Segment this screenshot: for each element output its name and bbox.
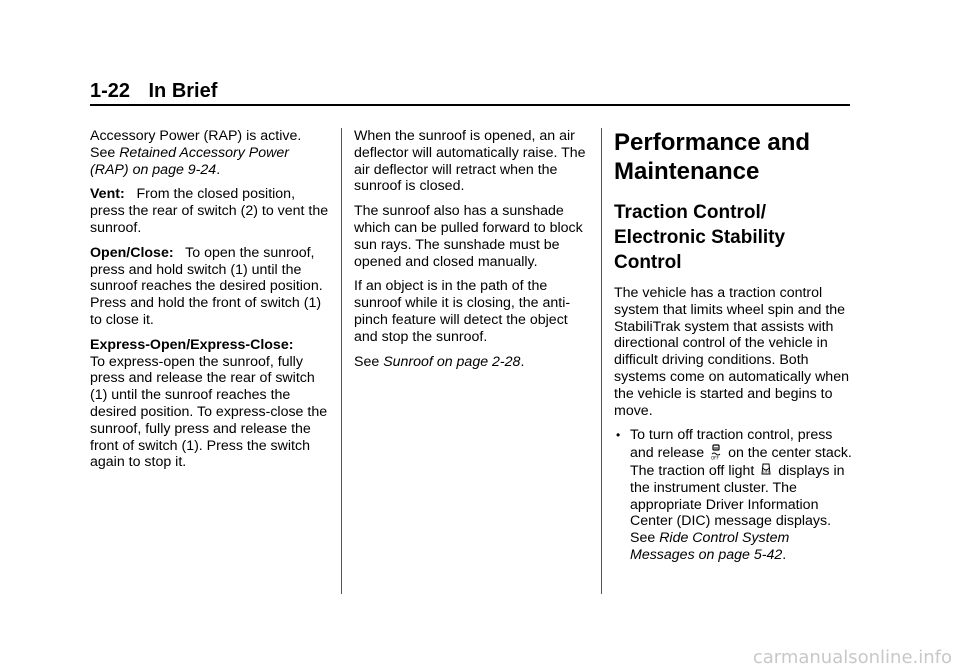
open-close-paragraph: Open/Close: To open the sunroof, press and hold switch (1) until the sunroof reaches the desired position. Press and hold the front of switch (1) to close it.	[90, 244, 323, 328]
traction-paragraph: The vehicle has a traction control system that limits wheel spin and the StabiliTrak system that assists with directional control of the vehicle in difficult driving conditions. Both systems come on automatically when the vehicle is started and begins to move.	[614, 285, 849, 419]
sunroof-see-paragraph: See Sunroof on page 2-28.	[354, 353, 525, 370]
rap-paragraph: Accessory Power (RAP) is active. See Retained Accessory Power (RAP) on page 9-24.	[90, 128, 302, 178]
column-2	[354, 128, 592, 378]
sunroof-reference: Sunroof on page 2-28	[383, 353, 521, 370]
svg-text:OFF: OFF	[763, 469, 771, 474]
anti-pinch-paragraph: If an object is in the path of the sunroof while it is closing, the anti-pinch feature will detect the object and stop the sunroof.	[354, 278, 571, 345]
page-header	[90, 80, 850, 106]
deflector-paragraph: When the sunroof is opened, an air deflector will automatically raise. The air deflector will retract when the sunroof is closed.	[354, 128, 586, 195]
vent-paragraph: Vent: From the closed position, press the rear of switch (2) to vent the sunroof.	[90, 186, 329, 236]
svg-text:OFF: OFF	[711, 455, 719, 461]
rap-reference: Retained Accessory Power (RAP) on page 9-24	[90, 144, 289, 178]
ride-control-reference: Ride Control System Messages on page 5-42	[630, 530, 790, 563]
list-item: • To turn off traction control, press and release OFF on the center stack. The traction off light OFF displays in the instrument cluster. The appropriate Driver Information Center (DIC) message displays. See Ride Control System Messages on page 5-42.	[630, 427, 854, 563]
header-rule	[90, 104, 850, 106]
column-1	[90, 128, 330, 479]
section-title: In Brief	[148, 80, 218, 102]
section-heading: Performance and Maintenance	[614, 129, 811, 185]
column-divider-2	[601, 128, 602, 594]
express-paragraph: Express-Open/Express-Close: To express-open the sunroof, fully press and release the rear of switch (1) until the sunroof reaches the desired position. To express-close the sunroof, fully press and release the front of switch (1). Press the switch again to stop it.	[90, 336, 328, 471]
subsection-heading: Traction Control/ Electronic Stability Control	[614, 202, 786, 273]
sunshade-paragraph: The sunroof also has a sunshade which can be pulled forward to block sun rays. The sunshade must be opened and closed manually.	[354, 203, 583, 270]
vent-label: Vent:	[90, 186, 125, 203]
open-close-label: Open/Close:	[90, 244, 174, 261]
column-divider-1	[341, 128, 342, 594]
watermark: carmanualsonline.info	[752, 647, 952, 668]
page-number: 1-22	[90, 80, 131, 102]
column-3	[614, 128, 854, 564]
express-label: Express-Open/Express-Close:	[90, 336, 294, 353]
traction-off-button-icon	[710, 444, 722, 460]
bullet-list	[614, 427, 854, 563]
traction-off-light-icon	[760, 462, 772, 478]
